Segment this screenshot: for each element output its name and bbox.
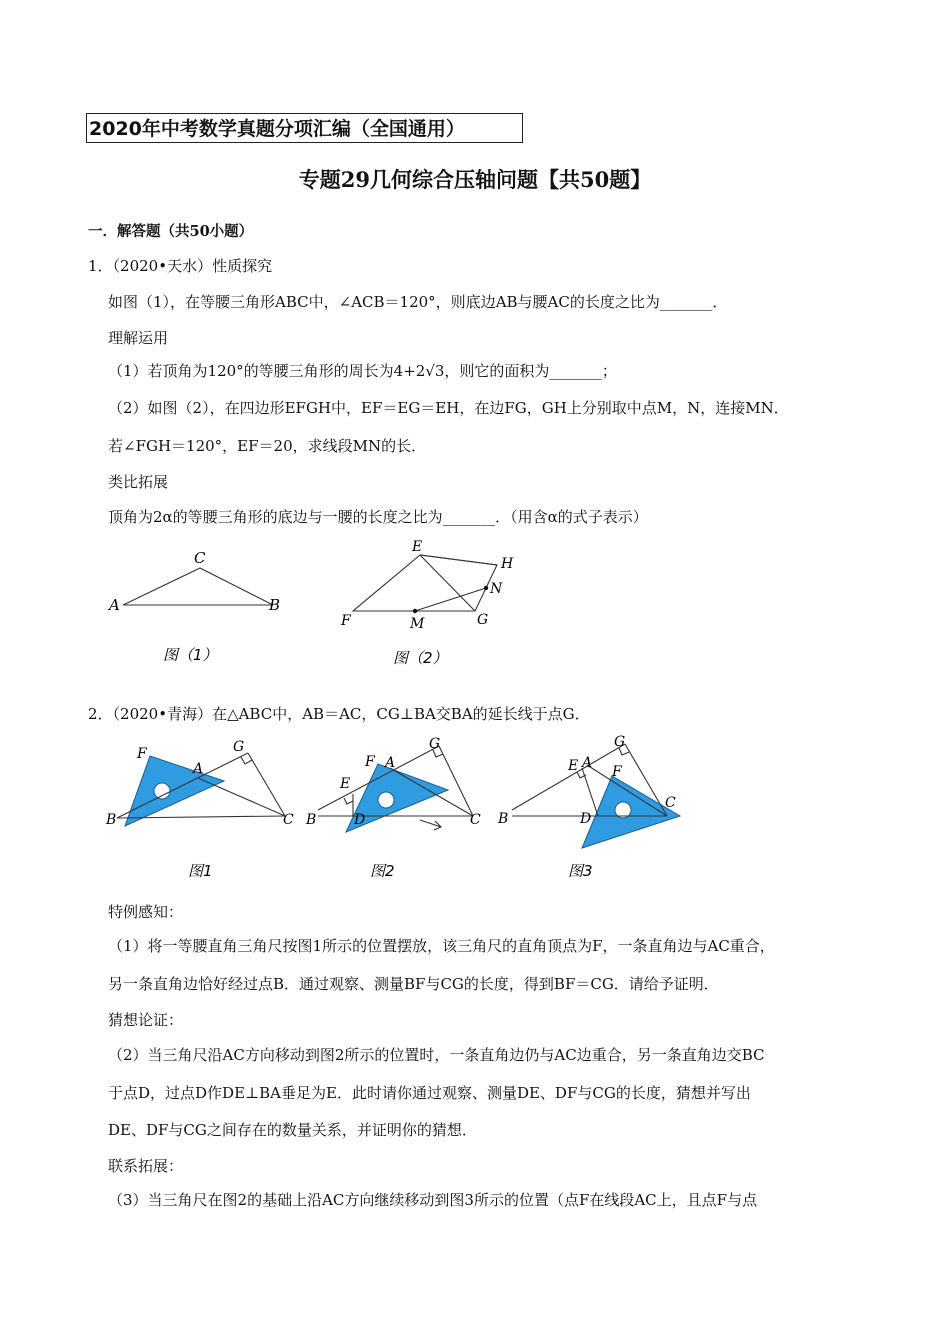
- q1-line: 理解运用: [108, 329, 169, 347]
- q1-line: （2）如图（2），在四边形EFGH中，EF＝EG＝EH，在边FG，GH上分别取中点M，N，连接MN．: [108, 399, 789, 417]
- fig2-label: G: [477, 612, 489, 628]
- fig2-label: F: [341, 613, 351, 629]
- fig2-label: N: [490, 581, 503, 597]
- q2-figure-1: [100, 736, 300, 886]
- q1-line: 若∠FGH＝120°，EF＝20，求线段MN的长．: [108, 437, 427, 455]
- q2-fig2-label: F: [365, 754, 375, 770]
- q2-fig2-label: C: [470, 812, 481, 828]
- q2-line: （2）当三角尺沿AC方向移动到图2所示的位置时，一条直角边仍与AC边重合，另一条直角边交BC: [108, 1046, 765, 1064]
- boxed-title: 2020年中考数学真题分项汇编（全国通用）: [86, 113, 523, 143]
- fig2-label: M: [410, 616, 425, 632]
- q2-fig2-label: E: [340, 776, 351, 792]
- q2-line: （1）将一等腰直角三角尺按图1所示的位置摆放，该三角尺的直角顶点为F，一条直角边与AC重合，: [108, 937, 775, 955]
- q2-figure-3: [492, 730, 692, 886]
- q2-heading: 2．（2020•青海）在△ABC中，AB＝AC，CG⊥BA交BA的延长线于点G．: [88, 705, 590, 723]
- q2-fig1-label: F: [137, 746, 147, 762]
- q2-fig2-caption: 图2: [370, 862, 395, 880]
- q2-fig1-caption: 图1: [188, 862, 213, 880]
- q2-fig1-label: C: [283, 812, 294, 828]
- fig1-caption: 图（1）: [163, 646, 218, 664]
- fig2-caption: 图（2）: [393, 649, 448, 667]
- fig2-label: H: [501, 556, 514, 572]
- q2-fig2-label: A: [385, 755, 396, 771]
- q2-fig3-label: G: [614, 734, 626, 750]
- q2-fig3-label: C: [665, 795, 676, 811]
- q2-fig2-label: D: [354, 812, 366, 828]
- q2-fig3-label: A: [582, 755, 593, 771]
- q2-figure-2: [298, 732, 498, 886]
- q2-fig3-label: F: [612, 764, 622, 780]
- q2-line: 联系拓展：: [108, 1157, 184, 1175]
- q2-fig2-label: G: [429, 736, 441, 752]
- q1-line: 如图（1），在等腰三角形ABC中，∠ACB＝120°，则底边AB与腰AC的长度之比为_______．: [108, 293, 728, 311]
- q1-line: 类比拓展: [108, 473, 169, 491]
- fig2-label: E: [412, 539, 423, 555]
- q2-fig2-label: B: [306, 812, 317, 828]
- q2-fig3-label: E: [568, 758, 579, 774]
- q2-line: （3）当三角尺在图2的基础上沿AC方向继续移动到图3所示的位置（点F在线段AC上，且点F与点: [108, 1191, 758, 1209]
- figure-2: [335, 535, 515, 675]
- main-title: 专题29几何综合压轴问题【共50题】: [298, 167, 652, 192]
- q2-line: 猜想论证：: [108, 1011, 184, 1029]
- fig1-label: C: [194, 549, 206, 567]
- q2-fig1-label: G: [233, 739, 245, 755]
- q2-fig3-label: D: [580, 811, 592, 827]
- q2-fig3-label: B: [498, 811, 509, 827]
- q2-line: DE、DF与CG之间存在的数量关系，并证明你的猜想．: [108, 1121, 477, 1139]
- q2-line: 于点D，过点D作DE⊥BA垂足为E．此时请你通过观察、测量DE、DF与CG的长度，猜想并写出: [108, 1084, 751, 1102]
- fig1-label: B: [269, 596, 281, 614]
- section-heading: 一．解答题（共50小题）: [88, 223, 254, 240]
- q2-fig3-caption: 图3: [568, 862, 593, 880]
- q1-line: 顶角为2α的等腰三角形的底边与一腰的长度之比为_______．（用含α的式子表示）: [108, 508, 648, 526]
- q1-line: （1）若顶角为120°的等腰三角形的周长为4+2√3，则它的面积为_______；: [108, 362, 617, 380]
- figure-1: [105, 545, 295, 670]
- q2-fig1-label: A: [193, 761, 204, 777]
- fig1-label: A: [109, 596, 120, 614]
- q2-line: 特例感知：: [108, 903, 184, 921]
- q1-heading: 1．（2020•天水）性质探究: [88, 257, 273, 275]
- q2-fig1-label: B: [106, 812, 117, 828]
- q2-line: 另一条直角边恰好经过点B．通过观察、测量BF与CG的长度，得到BF＝CG．请给予证明．: [108, 975, 719, 993]
